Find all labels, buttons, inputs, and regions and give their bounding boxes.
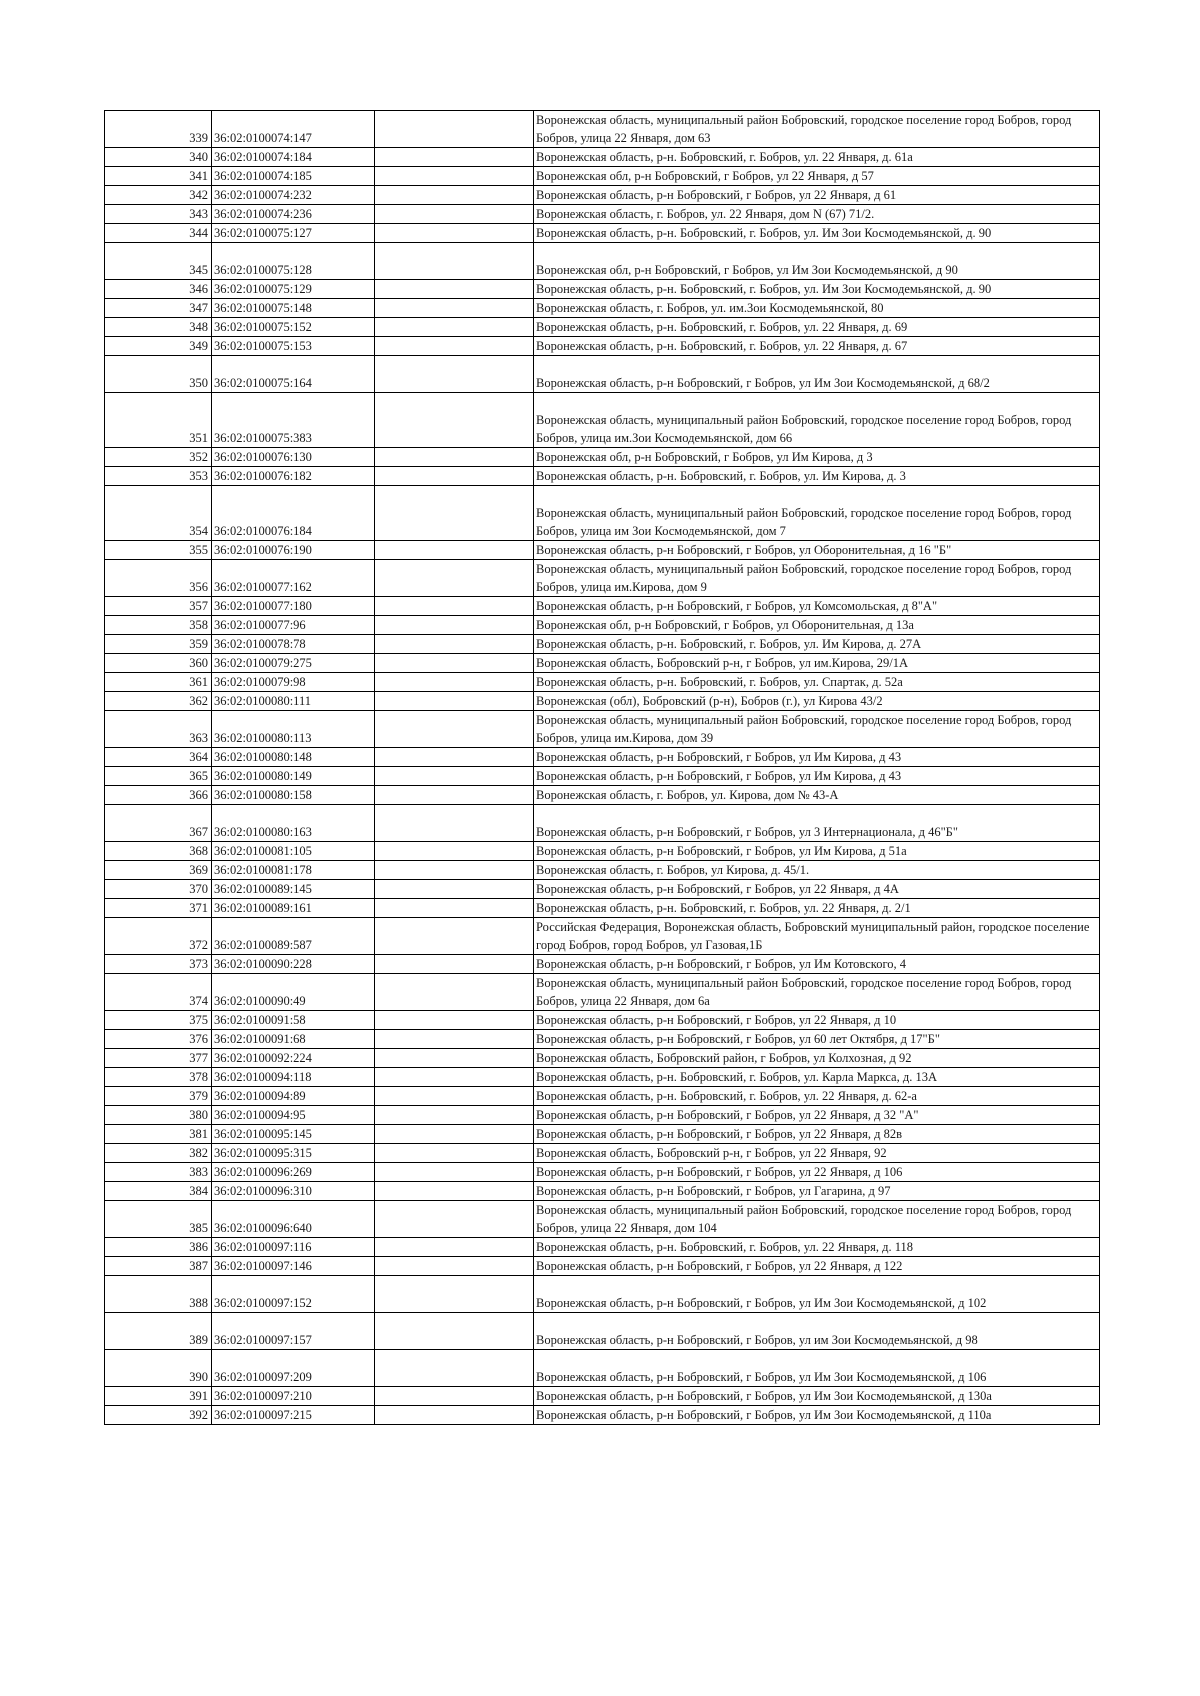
empty-cell xyxy=(375,186,534,205)
table-row xyxy=(105,880,1100,899)
table-row xyxy=(105,899,1100,918)
address-cell: Воронежская область, Бобровский р-н, г Бобров, ул им.Кирова, 29/1А xyxy=(534,654,1100,673)
address-cell: Воронежская область, р-н. Бобровский, г. Бобров, ул. Спартак, д. 52а xyxy=(534,673,1100,692)
address-cell: Воронежская область, г. Бобров, ул. Кирова, дом № 43-А xyxy=(534,786,1100,805)
table-row xyxy=(105,1068,1100,1087)
row-number-cell: 390 xyxy=(105,1350,212,1387)
row-number-cell: 375 xyxy=(105,1011,212,1030)
empty-cell xyxy=(375,899,534,918)
row-number-cell: 342 xyxy=(105,186,212,205)
table-row xyxy=(105,748,1100,767)
empty-cell xyxy=(375,673,534,692)
address-cell: Воронежская область, р-н Бобровский, г Бобров, ул Им Кирова, д 51а xyxy=(534,842,1100,861)
empty-cell xyxy=(375,448,534,467)
cadastral-number-cell: 36:02:0100075:127 xyxy=(212,224,375,243)
empty-cell xyxy=(375,280,534,299)
table-row xyxy=(105,1163,1100,1182)
row-number-cell: 353 xyxy=(105,467,212,486)
row-number-cell: 361 xyxy=(105,673,212,692)
address-cell: Воронежская обл, р-н Бобровский, г Бобров, ул 22 Января, д 57 xyxy=(534,167,1100,186)
empty-cell xyxy=(375,748,534,767)
table-row xyxy=(105,280,1100,299)
cadastral-number-cell: 36:02:0100097:152 xyxy=(212,1276,375,1313)
row-number-cell: 391 xyxy=(105,1387,212,1406)
row-number-cell: 341 xyxy=(105,167,212,186)
cadastral-number-cell: 36:02:0100074:232 xyxy=(212,186,375,205)
address-cell: Воронежская область, р-н Бобровский, г Бобров, ул 22 Января, д 4А xyxy=(534,880,1100,899)
empty-cell xyxy=(375,243,534,280)
empty-cell xyxy=(375,1182,534,1201)
empty-cell xyxy=(375,1201,534,1238)
empty-cell xyxy=(375,861,534,880)
table-row xyxy=(105,842,1100,861)
cadastral-number-cell: 36:02:0100096:310 xyxy=(212,1182,375,1201)
address-cell: Воронежская область, р-н Бобровский, г Бобров, ул 22 Января, д 32 "А" xyxy=(534,1106,1100,1125)
cadastral-number-cell: 36:02:0100076:184 xyxy=(212,486,375,541)
table-row xyxy=(105,318,1100,337)
row-number-cell: 389 xyxy=(105,1313,212,1350)
empty-cell xyxy=(375,299,534,318)
row-number-cell: 371 xyxy=(105,899,212,918)
empty-cell xyxy=(375,1106,534,1125)
address-cell: Воронежская область, р-н. Бобровский, г. Бобров, ул. Карла Маркса, д. 13А xyxy=(534,1068,1100,1087)
address-cell: Воронежская область, р-н. Бобровский, г. Бобров, ул. Им Зои Космодемьянской, д. 90 xyxy=(534,280,1100,299)
row-number-cell: 379 xyxy=(105,1087,212,1106)
cadastral-number-cell: 36:02:0100075:383 xyxy=(212,393,375,448)
table-row xyxy=(105,955,1100,974)
address-cell: Воронежская область, г. Бобров, ул Кирова, д. 45/1. xyxy=(534,861,1100,880)
row-number-cell: 367 xyxy=(105,805,212,842)
row-number-cell: 354 xyxy=(105,486,212,541)
cadastral-number-cell: 36:02:0100094:89 xyxy=(212,1087,375,1106)
address-cell: Воронежская область, р-н Бобровский, г Бобров, ул 22 Января, д 82в xyxy=(534,1125,1100,1144)
address-cell: Воронежская область, р-н Бобровский, г Бобров, ул Им Котовского, 4 xyxy=(534,955,1100,974)
cadastral-number-cell: 36:02:0100089:145 xyxy=(212,880,375,899)
table-row xyxy=(105,1201,1100,1238)
empty-cell xyxy=(375,205,534,224)
table-row xyxy=(105,805,1100,842)
cadastral-number-cell: 36:02:0100091:58 xyxy=(212,1011,375,1030)
empty-cell xyxy=(375,974,534,1011)
row-number-cell: 349 xyxy=(105,337,212,356)
cadastral-number-cell: 36:02:0100079:98 xyxy=(212,673,375,692)
address-cell: Воронежская область, р-н. Бобровский, г. Бобров, ул. 22 Января, д. 62-а xyxy=(534,1087,1100,1106)
cadastral-number-cell: 36:02:0100089:161 xyxy=(212,899,375,918)
table-row xyxy=(105,1313,1100,1350)
table-row xyxy=(105,1049,1100,1068)
cadastral-number-cell: 36:02:0100077:180 xyxy=(212,597,375,616)
empty-cell xyxy=(375,1313,534,1350)
row-number-cell: 352 xyxy=(105,448,212,467)
address-cell: Воронежская область, р-н Бобровский, г Бобров, ул Им Зои Космодемьянской, д 102 xyxy=(534,1276,1100,1313)
row-number-cell: 358 xyxy=(105,616,212,635)
empty-cell xyxy=(375,224,534,243)
address-cell: Воронежская область, р-н. Бобровский, г. Бобров, ул. 22 Января, д. 61а xyxy=(534,148,1100,167)
empty-cell xyxy=(375,111,534,148)
empty-cell xyxy=(375,1276,534,1313)
row-number-cell: 347 xyxy=(105,299,212,318)
row-number-cell: 340 xyxy=(105,148,212,167)
table-row xyxy=(105,1350,1100,1387)
table-row xyxy=(105,448,1100,467)
address-cell: Воронежская область, р-н Бобровский, г Бобров, ул Гагарина, д 97 xyxy=(534,1182,1100,1201)
cadastral-number-cell: 36:02:0100075:164 xyxy=(212,356,375,393)
address-cell: Воронежская область, р-н. Бобровский, г. Бобров, ул. Им Зои Космодемьянской, д. 90 xyxy=(534,224,1100,243)
empty-cell xyxy=(375,918,534,955)
address-cell: Воронежская область, р-н Бобровский, г Бобров, ул 60 лет Октября, д 17"Б" xyxy=(534,1030,1100,1049)
row-number-cell: 356 xyxy=(105,560,212,597)
row-number-cell: 357 xyxy=(105,597,212,616)
address-cell: Воронежская обл, р-н Бобровский, г Бобров, ул Им Зои Космодемьянской, д 90 xyxy=(534,243,1100,280)
table-row xyxy=(105,541,1100,560)
empty-cell xyxy=(375,635,534,654)
address-cell: Воронежская область, р-н. Бобровский, г. Бобров, ул. 22 Января, д. 69 xyxy=(534,318,1100,337)
table-row xyxy=(105,148,1100,167)
table-row xyxy=(105,1011,1100,1030)
table-row xyxy=(105,1030,1100,1049)
address-cell: Воронежская область, муниципальный район Бобровский, городское поселение город Бобров, город Бобров, улица им Зои Космодемьянской, дом 7 xyxy=(534,486,1100,541)
empty-cell xyxy=(375,467,534,486)
address-cell: Воронежская область, р-н Бобровский, г Бобров, ул 22 Января, д 122 xyxy=(534,1257,1100,1276)
table-row xyxy=(105,1406,1100,1425)
table-row xyxy=(105,1106,1100,1125)
table-row xyxy=(105,1125,1100,1144)
row-number-cell: 374 xyxy=(105,974,212,1011)
row-number-cell: 364 xyxy=(105,748,212,767)
cadastral-number-cell: 36:02:0100094:95 xyxy=(212,1106,375,1125)
address-cell: Воронежская область, р-н. Бобровский, г. Бобров, ул. 22 Января, д. 2/1 xyxy=(534,899,1100,918)
table-row xyxy=(105,1087,1100,1106)
empty-cell xyxy=(375,560,534,597)
address-cell: Воронежская область, р-н Бобровский, г Бобров, ул Им Кирова, д 43 xyxy=(534,767,1100,786)
address-cell: Воронежская область, Бобровский район, г Бобров, ул Колхозная, д 92 xyxy=(534,1049,1100,1068)
row-number-cell: 365 xyxy=(105,767,212,786)
empty-cell xyxy=(375,692,534,711)
table-row xyxy=(105,205,1100,224)
cadastral-number-cell: 36:02:0100096:640 xyxy=(212,1201,375,1238)
empty-cell xyxy=(375,1049,534,1068)
cadastral-number-cell: 36:02:0100081:178 xyxy=(212,861,375,880)
table-row xyxy=(105,186,1100,205)
table-row xyxy=(105,167,1100,186)
address-cell: Воронежская обл, р-н Бобровский, г Бобров, ул Им Кирова, д 3 xyxy=(534,448,1100,467)
cadastral-number-cell: 36:02:0100097:209 xyxy=(212,1350,375,1387)
table-row xyxy=(105,597,1100,616)
empty-cell xyxy=(375,654,534,673)
register-table-body xyxy=(105,111,1100,1425)
cadastral-number-cell: 36:02:0100090:228 xyxy=(212,955,375,974)
table-row xyxy=(105,1387,1100,1406)
row-number-cell: 355 xyxy=(105,541,212,560)
empty-cell xyxy=(375,616,534,635)
table-row xyxy=(105,654,1100,673)
cadastral-number-cell: 36:02:0100074:184 xyxy=(212,148,375,167)
row-number-cell: 351 xyxy=(105,393,212,448)
row-number-cell: 366 xyxy=(105,786,212,805)
row-number-cell: 383 xyxy=(105,1163,212,1182)
address-cell: Воронежская область, р-н Бобровский, г Бобров, ул 22 Января, д 106 xyxy=(534,1163,1100,1182)
cadastral-number-cell: 36:02:0100076:182 xyxy=(212,467,375,486)
cadastral-number-cell: 36:02:0100095:145 xyxy=(212,1125,375,1144)
cadastral-number-cell: 36:02:0100077:162 xyxy=(212,560,375,597)
empty-cell xyxy=(375,805,534,842)
empty-cell xyxy=(375,842,534,861)
row-number-cell: 377 xyxy=(105,1049,212,1068)
table-row xyxy=(105,767,1100,786)
row-number-cell: 363 xyxy=(105,711,212,748)
address-cell: Воронежская область, р-н Бобровский, г Бобров, ул Им Зои Космодемьянской, д 130а xyxy=(534,1387,1100,1406)
table-row xyxy=(105,224,1100,243)
cadastral-number-cell: 36:02:0100074:147 xyxy=(212,111,375,148)
cadastral-number-cell: 36:02:0100074:185 xyxy=(212,167,375,186)
table-row xyxy=(105,337,1100,356)
address-cell: Российская Федерация, Воронежская область, Бобровский муниципальный район, городское поселение город Бобров, город Бобров, ул Газовая,1Б xyxy=(534,918,1100,955)
address-cell: Воронежская область, р-н Бобровский, г Бобров, ул 22 Января, д 10 xyxy=(534,1011,1100,1030)
address-cell: Воронежская (обл), Бобровский (р-н), Бобров (г.), ул Кирова 43/2 xyxy=(534,692,1100,711)
cadastral-number-cell: 36:02:0100094:118 xyxy=(212,1068,375,1087)
cadastral-number-cell: 36:02:0100095:315 xyxy=(212,1144,375,1163)
empty-cell xyxy=(375,167,534,186)
empty-cell xyxy=(375,1350,534,1387)
row-number-cell: 378 xyxy=(105,1068,212,1087)
empty-cell xyxy=(375,1125,534,1144)
table-row xyxy=(105,616,1100,635)
cadastral-number-cell: 36:02:0100080:148 xyxy=(212,748,375,767)
row-number-cell: 388 xyxy=(105,1276,212,1313)
empty-cell xyxy=(375,767,534,786)
table-row xyxy=(105,1238,1100,1257)
empty-cell xyxy=(375,597,534,616)
cadastral-number-cell: 36:02:0100076:190 xyxy=(212,541,375,560)
address-cell: Воронежская область, р-н Бобровский, г Бобров, ул Комсомольская, д 8"А" xyxy=(534,597,1100,616)
table-row xyxy=(105,560,1100,597)
row-number-cell: 373 xyxy=(105,955,212,974)
address-cell: Воронежская область, р-н Бобровский, г Бобров, ул Им Зои Космодемьянской, д 106 xyxy=(534,1350,1100,1387)
empty-cell xyxy=(375,786,534,805)
table-row xyxy=(105,786,1100,805)
cadastral-number-cell: 36:02:0100076:130 xyxy=(212,448,375,467)
address-cell: Воронежская область, муниципальный район Бобровский, городское поселение город Бобров, город Бобров, улица им.Кирова, дом 39 xyxy=(534,711,1100,748)
cadastral-number-cell: 36:02:0100074:236 xyxy=(212,205,375,224)
table-row xyxy=(105,918,1100,955)
address-cell: Воронежская область, р-н Бобровский, г Бобров, ул 22 Января, д 61 xyxy=(534,186,1100,205)
empty-cell xyxy=(375,955,534,974)
row-number-cell: 348 xyxy=(105,318,212,337)
address-cell: Воронежская область, муниципальный район Бобровский, городское поселение город Бобров, город Бобров, улица 22 Января, дом 63 xyxy=(534,111,1100,148)
cadastral-number-cell: 36:02:0100075:148 xyxy=(212,299,375,318)
empty-cell xyxy=(375,541,534,560)
cadastral-number-cell: 36:02:0100075:128 xyxy=(212,243,375,280)
cadastral-number-cell: 36:02:0100079:275 xyxy=(212,654,375,673)
cadastral-number-cell: 36:02:0100075:152 xyxy=(212,318,375,337)
address-cell: Воронежская область, муниципальный район Бобровский, городское поселение город Бобров, город Бобров, улица им.Зои Космодемьянской, дом 66 xyxy=(534,393,1100,448)
empty-cell xyxy=(375,1144,534,1163)
address-cell: Воронежская область, р-н Бобровский, г Бобров, ул Оборонительная, д 16 "Б" xyxy=(534,541,1100,560)
row-number-cell: 381 xyxy=(105,1125,212,1144)
empty-cell xyxy=(375,318,534,337)
address-cell: Воронежская область, г. Бобров, ул. 22 Января, дом N (67) 71/2. xyxy=(534,205,1100,224)
empty-cell xyxy=(375,337,534,356)
cadastral-number-cell: 36:02:0100080:163 xyxy=(212,805,375,842)
row-number-cell: 386 xyxy=(105,1238,212,1257)
empty-cell xyxy=(375,393,534,448)
cadastral-number-cell: 36:02:0100080:111 xyxy=(212,692,375,711)
empty-cell xyxy=(375,1030,534,1049)
cadastral-number-cell: 36:02:0100097:210 xyxy=(212,1387,375,1406)
cadastral-number-cell: 36:02:0100097:215 xyxy=(212,1406,375,1425)
address-cell: Воронежская область, р-н Бобровский, г Бобров, ул Им Зои Космодемьянской, д 68/2 xyxy=(534,356,1100,393)
address-cell: Воронежская область, р-н Бобровский, г Бобров, ул Им Кирова, д 43 xyxy=(534,748,1100,767)
address-cell: Воронежская область, р-н. Бобровский, г. Бобров, ул. 22 Января, д. 118 xyxy=(534,1238,1100,1257)
table-row xyxy=(105,1144,1100,1163)
empty-cell xyxy=(375,1238,534,1257)
table-row xyxy=(105,711,1100,748)
table-row xyxy=(105,356,1100,393)
cadastral-number-cell: 36:02:0100097:116 xyxy=(212,1238,375,1257)
empty-cell xyxy=(375,880,534,899)
cadastral-number-cell: 36:02:0100089:587 xyxy=(212,918,375,955)
address-cell: Воронежская обл, р-н Бобровский, г Бобров, ул Оборонительная, д 13а xyxy=(534,616,1100,635)
cadastral-number-cell: 36:02:0100097:146 xyxy=(212,1257,375,1276)
address-cell: Воронежская область, Бобровский р-н, г Бобров, ул 22 Января, 92 xyxy=(534,1144,1100,1163)
cadastral-number-cell: 36:02:0100075:153 xyxy=(212,337,375,356)
cadastral-number-cell: 36:02:0100080:113 xyxy=(212,711,375,748)
address-cell: Воронежская область, р-н. Бобровский, г. Бобров, ул. Им Кирова, д. 27А xyxy=(534,635,1100,654)
row-number-cell: 346 xyxy=(105,280,212,299)
cadastral-number-cell: 36:02:0100075:129 xyxy=(212,280,375,299)
row-number-cell: 362 xyxy=(105,692,212,711)
cadastral-register-table xyxy=(104,110,1100,1425)
table-row xyxy=(105,1182,1100,1201)
address-cell: Воронежская область, г. Бобров, ул. им.Зои Космодемьянской, 80 xyxy=(534,299,1100,318)
address-cell: Воронежская область, муниципальный район Бобровский, городское поселение город Бобров, город Бобров, улица им.Кирова, дом 9 xyxy=(534,560,1100,597)
table-row xyxy=(105,243,1100,280)
row-number-cell: 345 xyxy=(105,243,212,280)
address-cell: Воронежская область, р-н Бобровский, г Бобров, ул им Зои Космодемьянской, д 98 xyxy=(534,1313,1100,1350)
row-number-cell: 376 xyxy=(105,1030,212,1049)
row-number-cell: 380 xyxy=(105,1106,212,1125)
empty-cell xyxy=(375,1406,534,1425)
empty-cell xyxy=(375,148,534,167)
table-row xyxy=(105,861,1100,880)
row-number-cell: 343 xyxy=(105,205,212,224)
row-number-cell: 360 xyxy=(105,654,212,673)
cadastral-number-cell: 36:02:0100096:269 xyxy=(212,1163,375,1182)
empty-cell xyxy=(375,1163,534,1182)
address-cell: Воронежская область, р-н. Бобровский, г. Бобров, ул. 22 Января, д. 67 xyxy=(534,337,1100,356)
empty-cell xyxy=(375,1387,534,1406)
cadastral-number-cell: 36:02:0100097:157 xyxy=(212,1313,375,1350)
cadastral-number-cell: 36:02:0100080:149 xyxy=(212,767,375,786)
table-row xyxy=(105,393,1100,448)
cadastral-number-cell: 36:02:0100080:158 xyxy=(212,786,375,805)
row-number-cell: 359 xyxy=(105,635,212,654)
row-number-cell: 384 xyxy=(105,1182,212,1201)
empty-cell xyxy=(375,1068,534,1087)
row-number-cell: 344 xyxy=(105,224,212,243)
row-number-cell: 350 xyxy=(105,356,212,393)
cadastral-number-cell: 36:02:0100090:49 xyxy=(212,974,375,1011)
address-cell: Воронежская область, муниципальный район Бобровский, городское поселение город Бобров, город Бобров, улица 22 Января, дом 6а xyxy=(534,974,1100,1011)
row-number-cell: 387 xyxy=(105,1257,212,1276)
row-number-cell: 339 xyxy=(105,111,212,148)
cadastral-number-cell: 36:02:0100077:96 xyxy=(212,616,375,635)
table-row xyxy=(105,1257,1100,1276)
row-number-cell: 369 xyxy=(105,861,212,880)
cadastral-number-cell: 36:02:0100078:78 xyxy=(212,635,375,654)
table-row xyxy=(105,486,1100,541)
empty-cell xyxy=(375,1257,534,1276)
row-number-cell: 385 xyxy=(105,1201,212,1238)
table-row xyxy=(105,635,1100,654)
row-number-cell: 382 xyxy=(105,1144,212,1163)
address-cell: Воронежская область, муниципальный район Бобровский, городское поселение город Бобров, город Бобров, улица 22 Января, дом 104 xyxy=(534,1201,1100,1238)
table-row xyxy=(105,974,1100,1011)
table-row xyxy=(105,299,1100,318)
row-number-cell: 372 xyxy=(105,918,212,955)
address-cell: Воронежская область, р-н. Бобровский, г. Бобров, ул. Им Кирова, д. 3 xyxy=(534,467,1100,486)
table-row xyxy=(105,111,1100,148)
address-cell: Воронежская область, р-н Бобровский, г Бобров, ул 3 Интернационала, д 46"Б" xyxy=(534,805,1100,842)
empty-cell xyxy=(375,356,534,393)
empty-cell xyxy=(375,486,534,541)
table-row xyxy=(105,467,1100,486)
empty-cell xyxy=(375,711,534,748)
cadastral-number-cell: 36:02:0100091:68 xyxy=(212,1030,375,1049)
address-cell: Воронежская область, р-н Бобровский, г Бобров, ул Им Зои Космодемьянской, д 110а xyxy=(534,1406,1100,1425)
row-number-cell: 392 xyxy=(105,1406,212,1425)
cadastral-number-cell: 36:02:0100092:224 xyxy=(212,1049,375,1068)
empty-cell xyxy=(375,1011,534,1030)
row-number-cell: 370 xyxy=(105,880,212,899)
cadastral-number-cell: 36:02:0100081:105 xyxy=(212,842,375,861)
table-row xyxy=(105,692,1100,711)
table-row xyxy=(105,1276,1100,1313)
empty-cell xyxy=(375,1087,534,1106)
row-number-cell: 368 xyxy=(105,842,212,861)
table-row xyxy=(105,673,1100,692)
